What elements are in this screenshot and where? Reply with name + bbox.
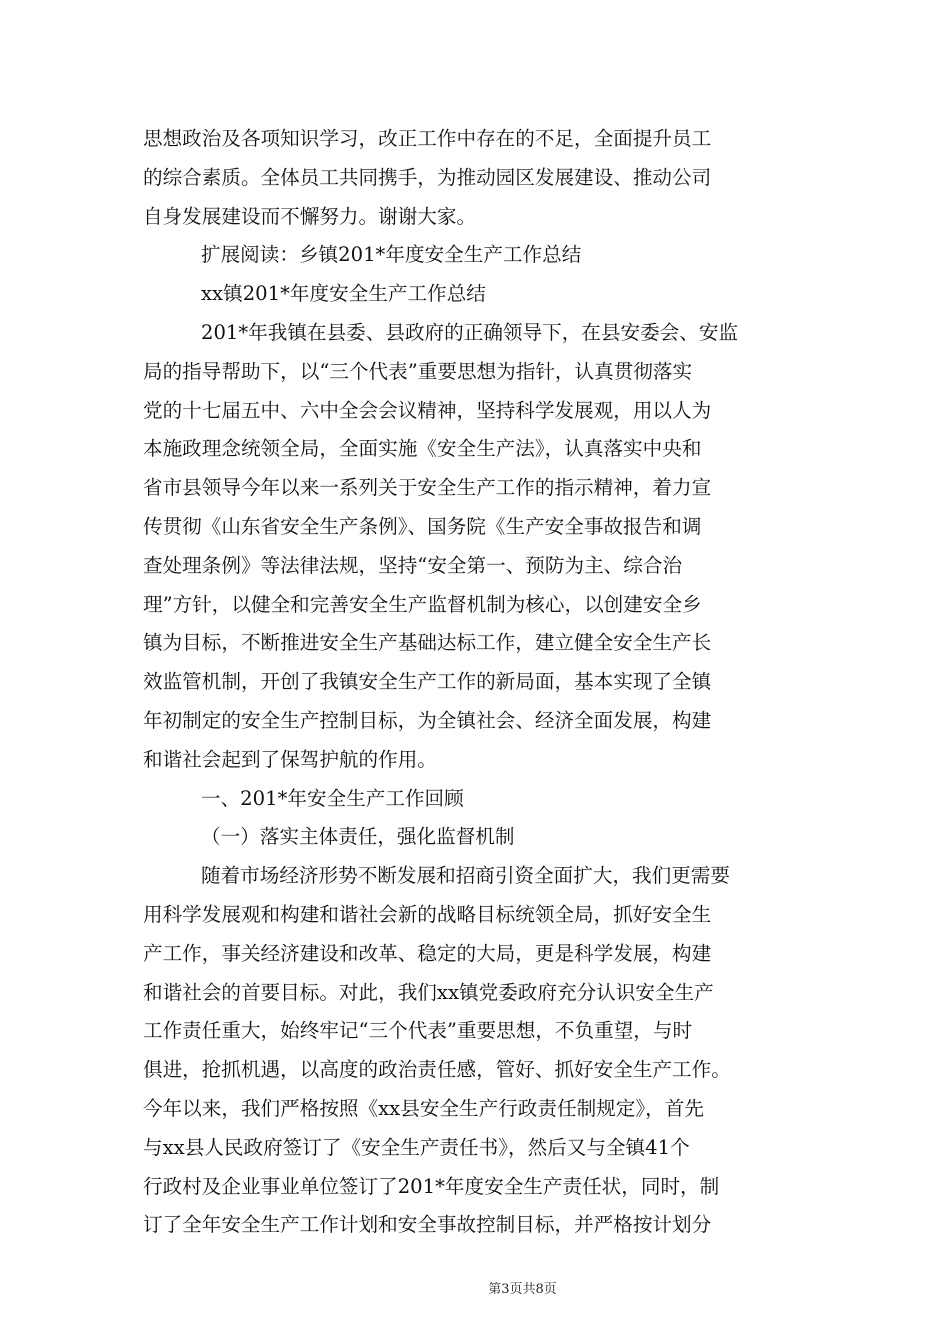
body-line: 理”方针，以健全和完善安全生产监督机制为核心，以创建安全乡 xyxy=(143,592,702,616)
body-line: 俱进，抢抓机遇，以高度的政治责任感，管好、抓好安全生产工作。 xyxy=(143,1058,731,1082)
extended-reading-line: 扩展阅读：乡镇201*年度安全生产工作总结 xyxy=(201,243,582,267)
body-line: 党的十七届五中、六中全会会议精神，坚持科学发展观，用以人为 xyxy=(143,398,712,422)
body-line: 随着市场经济形势不断发展和招商引资全面扩大，我们更需要 xyxy=(201,864,731,888)
body-line: 传贯彻《山东省安全生产条例》、国务院《生产安全事故报告和调 xyxy=(143,514,702,538)
body-line: 的综合素质。全体员工共同携手，为推动园区发展建设、推动公司 xyxy=(143,165,712,189)
body-line: 镇为目标，不断推进安全生产基础达标工作，建立健全安全生产长 xyxy=(143,631,712,655)
body-line: 自身发展建设而不懈努力。谢谢大家。 xyxy=(143,204,477,228)
body-line: 用科学发展观和构建和谐社会新的战略目标统领全局，抓好安全生 xyxy=(143,902,712,926)
body-line: 订了全年安全生产工作计划和安全事故控制目标，并严格按计划分 xyxy=(143,1213,712,1237)
body-line: 局的指导帮助下，以“三个代表”重要思想为指针，认真贯彻落实 xyxy=(143,359,693,383)
body-line: 年初制定的安全生产控制目标，为全镇社会、经济全面发展，构建 xyxy=(143,708,712,732)
body-line: 和谐社会的首要目标。对此，我们xx镇党委政府充分认识安全生产 xyxy=(143,980,714,1004)
section-title: xx镇201*年度安全生产工作总结 xyxy=(201,282,486,306)
body-line: 思想政治及各项知识学习，改正工作中存在的不足，全面提升员工 xyxy=(143,127,712,150)
body-line: 产工作，事关经济建设和改革、稳定的大局，更是科学发展，构建 xyxy=(143,941,712,965)
body-line: 今年以来，我们严格按照《xx县安全生产行政责任制规定》，首先 xyxy=(143,1096,704,1120)
page-number: 第3页共8页 xyxy=(488,1282,557,1297)
body-line: 和谐社会起到了保驾护航的作用。 xyxy=(143,747,437,771)
body-line: 工作责任重大，始终牢记“三个代表”重要思想，不负重望，与时 xyxy=(143,1019,693,1043)
section-heading: 一、201*年安全生产工作回顾 xyxy=(201,786,464,810)
body-line: 效监管机制，开创了我镇安全生产工作的新局面，基本实现了全镇 xyxy=(143,670,712,694)
body-line: 查处理条例》等法律法规，坚持“安全第一、预防为主、综合治 xyxy=(143,553,683,577)
body-line: 本施政理念统领全局，全面实施《安全生产法》，认真落实中央和 xyxy=(143,437,702,461)
body-line: 与xx县人民政府签订了《安全生产责任书》，然后又与全镇41个 xyxy=(143,1135,690,1159)
body-line: 行政村及企业事业单位签订了201*年度安全生产责任状，同时，制 xyxy=(143,1174,720,1198)
body-line: 201*年我镇在县委、县政府的正确领导下，在县安委会、安监 xyxy=(201,320,739,344)
subsection-heading: （一）落实主体责任，强化监督机制 xyxy=(201,825,515,849)
body-line: 省市县领导今年以来一系列关于安全生产工作的指示精神，着力宣 xyxy=(143,476,712,500)
document-body xyxy=(143,120,807,1245)
